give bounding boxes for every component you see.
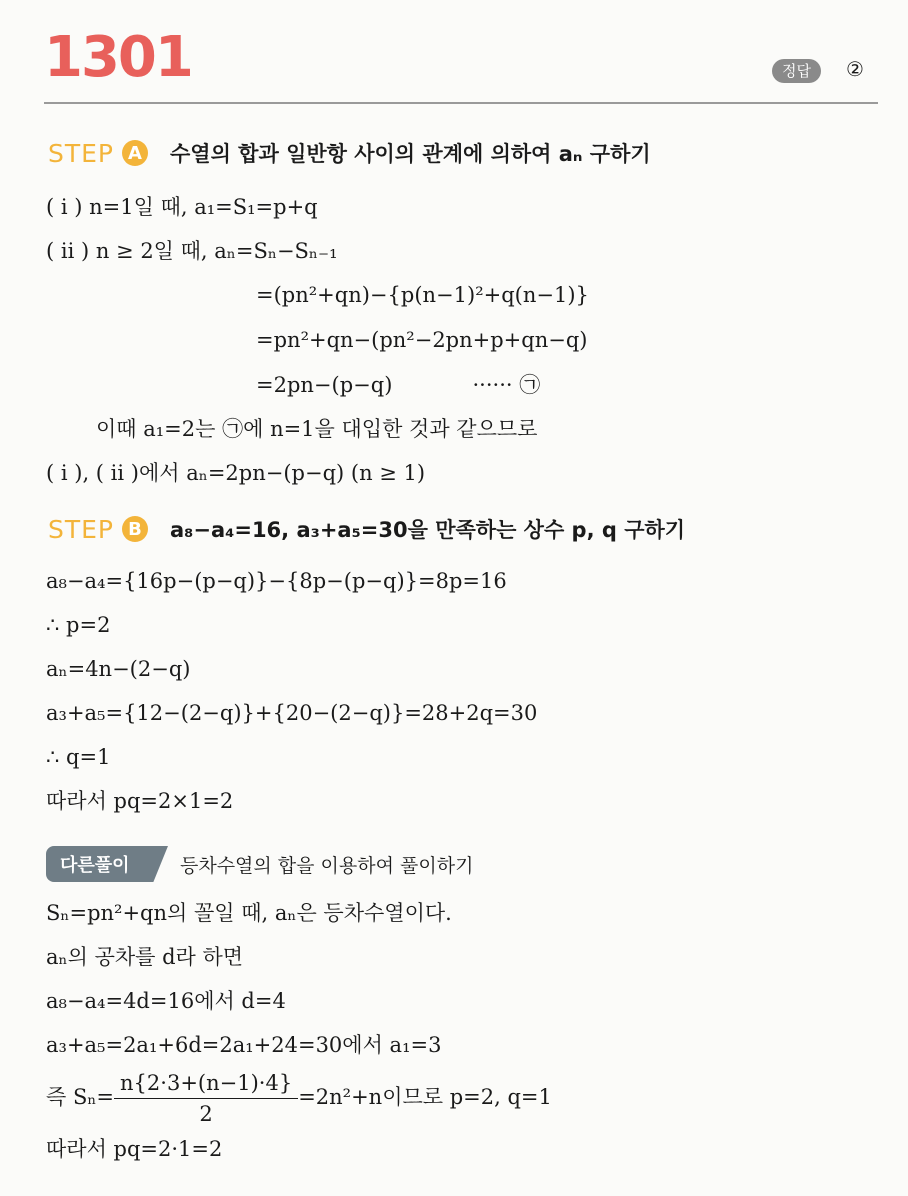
step-b-line: aₙ=4n−(2−q) bbox=[46, 657, 191, 681]
step-a-letter: A bbox=[122, 140, 148, 166]
alt-line: aₙ의 공차를 d라 하면 bbox=[46, 945, 244, 969]
step-b-title: a₈−a₄=16, a₃+a₅=30을 만족하는 상수 p, q 구하기 bbox=[170, 518, 686, 542]
step-a-line: =pn²+qn−(pn²−2pn+p+qn−q) bbox=[256, 328, 588, 352]
step-a-line: =2pn−(p−q) ······ ㉠ bbox=[256, 373, 541, 397]
header-divider bbox=[44, 102, 878, 104]
step-a-line: ( i ) n=1일 때, a₁=S₁=p+q bbox=[46, 195, 318, 219]
step-b-heading bbox=[48, 514, 685, 544]
step-b-line: a₃+a₅={12−(2−q)}+{20−(2−q)}=28+2q=30 bbox=[46, 701, 538, 725]
fraction-denominator: 2 bbox=[199, 1102, 213, 1126]
alt-fraction-line bbox=[46, 1068, 552, 1129]
step-a-word: STEP bbox=[48, 138, 115, 168]
alt-solution-title: 등차수열의 합을 이용하여 풀이하기 bbox=[180, 855, 474, 877]
step-a-title: 수열의 합과 일반항 사이의 관계에 의하여 aₙ 구하기 bbox=[170, 142, 651, 166]
alt-line: Sₙ=pn²+qn의 꼴일 때, aₙ은 등차수열이다. bbox=[46, 901, 452, 925]
step-a-line: ( ii ) n ≥ 2일 때, aₙ=Sₙ−Sₙ₋₁ bbox=[46, 239, 338, 263]
alt-fraction-prefix: 즉 Sₙ= bbox=[46, 1085, 115, 1109]
step-b-line: 따라서 pq=2×1=2 bbox=[46, 789, 234, 813]
alt-fraction-suffix: =2n²+n이므로 p=2, q=1 bbox=[298, 1085, 552, 1109]
alt-line: a₈−a₄=4d=16에서 d=4 bbox=[46, 989, 286, 1013]
problem-number: 1301 bbox=[44, 25, 192, 90]
fraction bbox=[114, 1068, 298, 1129]
fraction-numerator: n{2·3+(n−1)·4} bbox=[114, 1068, 298, 1099]
alt-solution-label: 다른풀이 bbox=[60, 855, 130, 876]
step-b-line: ∴ q=1 bbox=[46, 745, 111, 769]
step-b-line: a₈−a₄={16p−(p−q)}−{8p−(p−q)}=8p=16 bbox=[46, 569, 507, 593]
step-a-heading bbox=[48, 138, 651, 168]
step-a-line: =(pn²+qn)−{p(n−1)²+q(n−1)} bbox=[256, 283, 589, 307]
step-b-line: ∴ p=2 bbox=[46, 613, 111, 637]
answer-value: ② bbox=[846, 57, 864, 81]
alt-line: a₃+a₅=2a₁+6d=2a₁+24=30에서 a₁=3 bbox=[46, 1033, 442, 1057]
step-b-word: STEP bbox=[48, 514, 115, 544]
step-a-line: 이때 a₁=2는 ㉠에 n=1을 대입한 것과 같으므로 bbox=[96, 417, 538, 441]
step-b-letter: B bbox=[122, 516, 148, 542]
step-a-line: ( i ), ( ii )에서 aₙ=2pn−(p−q) (n ≥ 1) bbox=[46, 461, 426, 485]
alt-final-line: 따라서 pq=2·1=2 bbox=[46, 1137, 223, 1161]
answer-badge: 정답 bbox=[772, 59, 821, 83]
